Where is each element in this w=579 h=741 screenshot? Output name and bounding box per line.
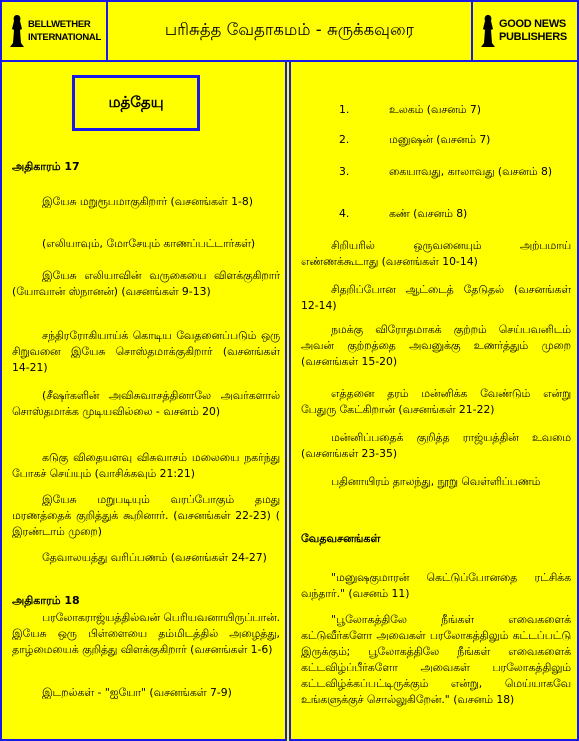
good-news-logo-text: GOOD NEWS PUBLISHERS [499, 18, 567, 43]
verses-heading: வேதவசனங்கள் [301, 532, 381, 545]
list-item: நமக்கு விரோதமாகக் குற்றம் செய்பவனிடம் அவன் குற்றத்தை அவனுக்கு உணர்த்தும் முறை (வசனங்கள் 15-20) [301, 323, 571, 368]
list-item: கையாவது, காலாவது (வசனம் 8) [389, 165, 553, 178]
list-item: உலகம் (வசனம் 7) [389, 103, 481, 116]
list-number: 3. [339, 165, 350, 178]
list-item: சிறியரில் ஒருவனையும் அற்பமாய் எண்ணக்கூடாது (வசனங்கள் 10-14) [301, 239, 571, 268]
list-item: பதினாயிரம் தாலந்து, நூறு வெள்ளிப்பணம் [331, 475, 541, 488]
bell-figure-icon [8, 13, 26, 49]
list-item: (எலியாவும், மோசேயும் காணப்பட்டார்கள்) [42, 237, 256, 250]
list-item: சந்திரரோகியாய்க் கொடிய வேதனைப்படும் ஒரு சிறுவனை இயேசு சொஸ்தமாக்குகிறார் (வசனங்கள் 14-21) [12, 329, 280, 374]
list-item: இயேசு மறுரூபமாகுகிறார் (வசனங்கள் 1-8) [42, 195, 253, 208]
list-item: கடுகு விதையளவு விசுவாசம் மலையை நகர்ந்து போகச் செய்யும் (வாசிக்கவும் 21:21) [12, 451, 280, 480]
list-item: இடறல்கள் - "ஐயோ" (வசனங்கள் 7-9) [42, 686, 232, 699]
chapter-heading-17: அதிகாரம் 17 [12, 160, 80, 173]
good-news-logo [471, 2, 577, 60]
bellwether-logo-text: BELLWETHER INTERNATIONAL [28, 19, 101, 43]
book-title: மத்தேயு [72, 75, 200, 131]
verse-quote: "பூலோகத்திலே நீங்கள் எவைகளைக் கட்டுவீர்களோ அவைகள் பரலோகத்திலும் கட்டப்பட்டு இருக்கும்; பூலோகத்திலே நீங்கள் எவைகளைக் கட்டவிழ்ப்பீர்களோ அவைகள் பரலோகத்திலும் கட்டவிழ்க்கப்பட்டிருக்கும் என்று, மெய்யாகவே உங்களுக்குச் சொல்லுகிறேன்." (வசனம் 18) [301, 613, 571, 706]
list-number: 1. [339, 103, 350, 116]
list-number: 4. [339, 207, 350, 220]
list-item: இயேசு எலியாவின் வருகையை விளக்குகிறார் (யோவான் ஸ்நானன்) (வசனங்கள் 9-13) [12, 269, 280, 298]
list-item: இயேசு மறுபடியும் வரப்போகும் தமது மரணத்தைக் குறித்துக் கூறினார். (வசனங்கள் 22-23) ( இரண்டாம் முறை) [12, 493, 280, 538]
list-item: தேவாலயத்து வரிப்பணம் (வசனங்கள் 24-27) [42, 551, 267, 564]
list-item: எத்தனை தரம் மன்னிக்க வேண்டும் என்று பேதுரு கேட்கிறான் (வசனங்கள் 21-22) [301, 387, 571, 416]
right-column [289, 60, 579, 741]
list-number: 2. [339, 133, 350, 146]
list-item: பரலோகராஜ்யத்தில்வன் பெரியவனாயிருப்பான். இயேசு ஒரு பிள்ளையை தம்மிடத்தில் அழைத்து, தாழ்மையைக் குறித்து விளக்குகிறார் (வசனங்கள் 1-6) [12, 611, 280, 656]
figure-icon [479, 13, 497, 49]
list-item: கண் (வசனம் 8) [389, 207, 468, 220]
list-item: மன்னிப்பதைக் குறித்த ராஜ்யத்தின் உவமை (வசனங்கள் 23-35) [301, 431, 571, 460]
list-item: மனுஷன் (வசனம் 7) [389, 133, 491, 146]
chapter-heading-18: அதிகாரம் 18 [12, 594, 80, 607]
page-header [0, 0, 579, 62]
page-title: பரிசுத்த வேதாகமம் - சுருக்கவுரை [164, 20, 415, 39]
list-item: சிதறிப்போன ஆட்டைத் தேடுதல் (வசனங்கள் 12-14) [301, 283, 571, 312]
left-column [0, 60, 287, 741]
bellwether-logo [2, 2, 108, 60]
verse-quote: "மனுஷகுமாரன் கெட்டுப்போனதை ரட்சிக்க வந்தார்." (வசனம் 11) [301, 571, 571, 600]
list-item: (சீஷர்களின் அவிசுவாசத்தினாலே அவர்களால் சொஸ்தமாக்க முடியவில்லை - வசனம் 20) [12, 389, 280, 418]
